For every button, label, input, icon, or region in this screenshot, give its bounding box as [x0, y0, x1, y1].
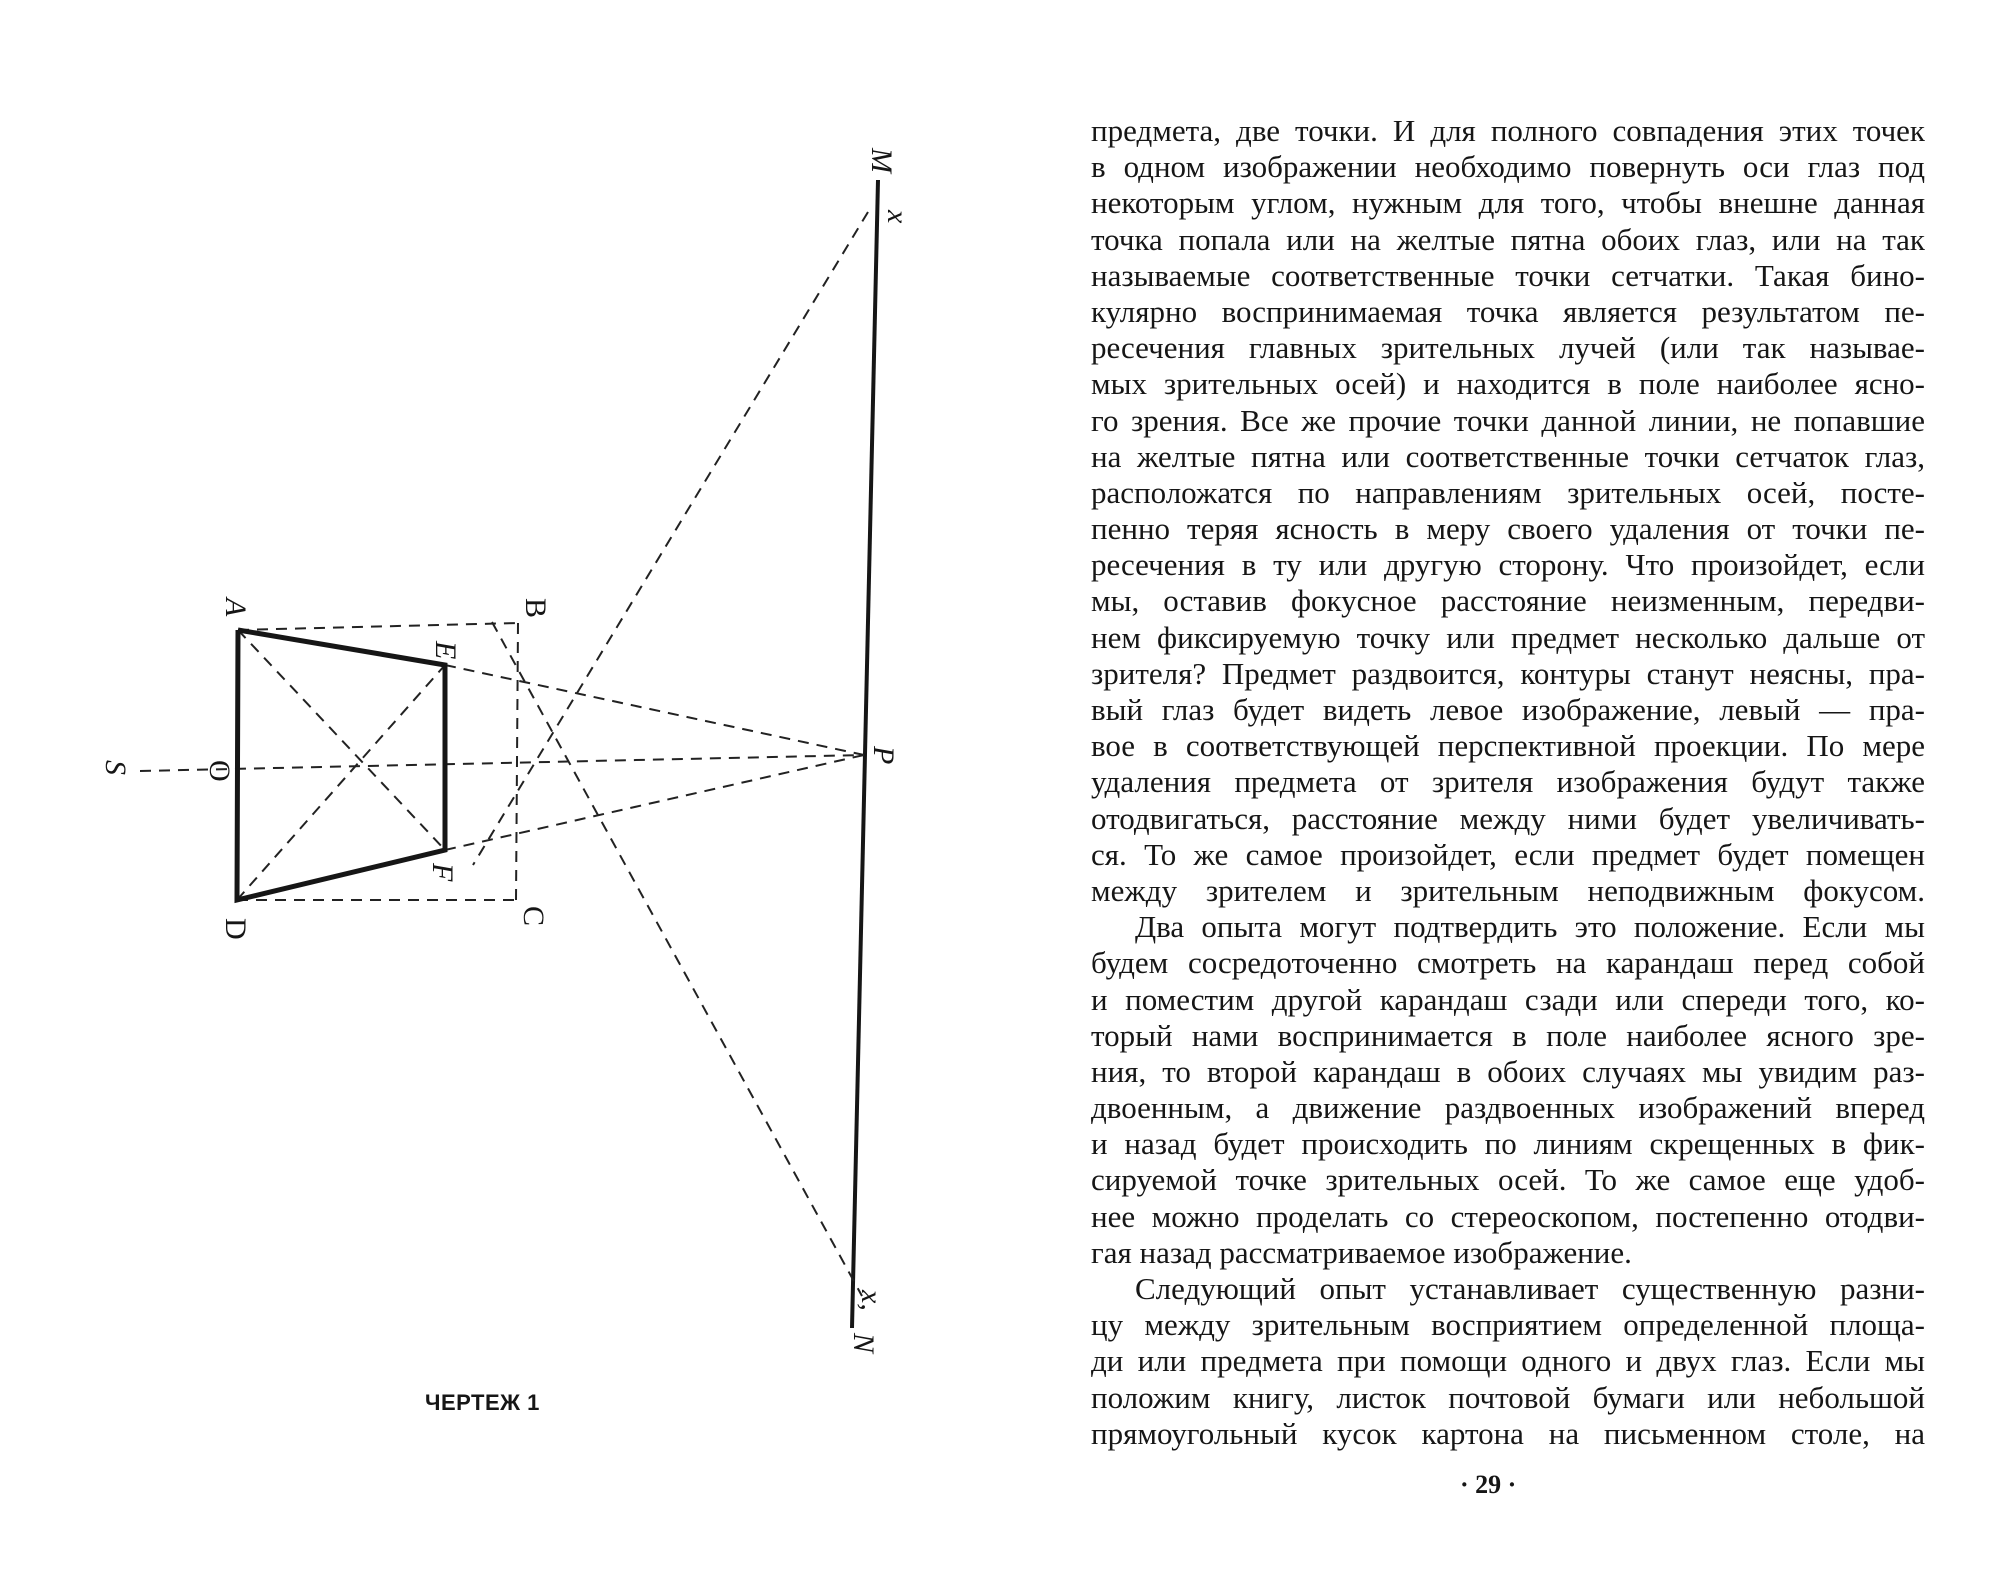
- text-line: мы, оставив фокусное расстояние неизменным, передви-: [1091, 583, 1925, 619]
- text-line: сируемой точке зрительных осей. То же самое еще удоб-: [1091, 1162, 1925, 1198]
- label-s: S: [99, 760, 132, 775]
- label-d: D: [219, 918, 252, 940]
- text-line: называемые соответственные точки сетчатки. Такая бино-: [1091, 257, 1925, 293]
- label-c: C: [517, 906, 550, 927]
- text-line: нее можно проделать со стереоскопом, постепенно отодви-: [1091, 1198, 1925, 1234]
- text-line: нем фиксируемую точку или предмет несколько дальше от: [1091, 619, 1925, 655]
- text-line: ния, то второй карандаш в обоих случаях мы увидим раз-: [1091, 1053, 1925, 1089]
- label-f: F: [426, 863, 459, 882]
- dashed-line-f-p: [445, 755, 864, 850]
- label-n: N: [847, 1333, 880, 1354]
- label-x1: x,: [855, 1290, 888, 1311]
- text-line: предмета, две точки. И для полного совпадения этих точек: [1091, 113, 1925, 148]
- text-line: вый глаз будет видеть левое изображение, левый — пра-: [1091, 692, 1925, 727]
- dashed-line-s-p: [140, 755, 864, 771]
- text-line: вое в соответствующей перспективной проекции. По мере: [1091, 728, 1925, 764]
- text-line: пенно теряя ясность в меру своего удаления от точки пе-: [1091, 511, 1925, 547]
- text-line: между зрителем и зрительным неподвижным фокусом.: [1091, 872, 1925, 908]
- dashed-line-e-p: [445, 665, 864, 755]
- label-x: x: [881, 210, 914, 224]
- text-line: двоенным, а движение раздвоенных изображений вперед: [1091, 1090, 1925, 1126]
- text-line: го зрения. Все же прочие точки данной линии, не попавшие: [1091, 402, 1925, 438]
- figure-caption: ЧЕРТЕЖ 1: [425, 1390, 540, 1415]
- text-line: расположатся по направлениям зрительных осей, посте-: [1091, 474, 1925, 510]
- label-e: E: [429, 641, 462, 660]
- text-line: ди или предмета при помощи одного и двух глаз. Если мы: [1091, 1343, 1925, 1379]
- dashed-line-x-c: [473, 212, 868, 865]
- label-b: B: [519, 598, 552, 619]
- text-line: Следующий опыт устанавливает существенную разни-: [1135, 1271, 1925, 1306]
- text-line: кулярно воспринимаемая точка является результатом пе-: [1091, 293, 1925, 329]
- text-line: и поместим другой карандаш сзади или спереди того, ко-: [1091, 981, 1925, 1017]
- text-line: гая назад рассматриваемое изображение.: [1091, 1234, 1632, 1270]
- text-line: будем сосредоточенно смотреть на карандаш перед собой: [1091, 945, 1925, 981]
- text-line: мых зрительных осей) и находится в поле наиболее ясно-: [1091, 366, 1925, 402]
- dashed-line-a-f: [238, 630, 445, 850]
- text-line: и назад будет происходить по линиям скрещенных в фик-: [1091, 1126, 1925, 1162]
- text-line: некоторым углом, нужным для того, чтобы внешне данная: [1091, 185, 1925, 221]
- text-line: ресечения главных зрительных лучей (или так называе-: [1091, 330, 1925, 366]
- text-line: точка попала или на желтые пятна обоих глаз, или на так: [1091, 221, 1925, 257]
- label-o: O: [203, 760, 236, 782]
- text-line: ся. То же самое произойдет, если предмет будет помещен: [1091, 836, 1925, 872]
- text-line: зрителя? Предмет раздвоится, контуры станут неясны, пра-: [1091, 655, 1925, 691]
- label-p: P: [867, 746, 900, 765]
- label-m: M: [865, 148, 898, 173]
- dashed-line-d-e: [237, 665, 445, 900]
- text-line: цу между зрительным восприятием определенной площа-: [1091, 1307, 1925, 1343]
- dashed-line-b-x1: [492, 622, 862, 1296]
- text-line: удаления предмета от зрителя изображения будут также: [1091, 764, 1925, 800]
- dashed-line-a-b: [238, 623, 518, 630]
- text-line: Два опыта могут подтвердить это положение. Если мы: [1135, 909, 1925, 945]
- text-line: в одном изображении необходимо повернуть оси глаз под: [1091, 149, 1925, 185]
- text-line: торый нами воспринимается в поле наиболее ясного зре-: [1091, 1017, 1925, 1053]
- text-line: на желтые пятна или соответственные точки сетчаток глаз,: [1091, 438, 1925, 474]
- page-number: · 29 ·: [1460, 1470, 1517, 1499]
- label-a: A: [219, 598, 252, 617]
- page-text: [1091, 113, 1925, 1452]
- text-line: ресечения в ту или другую сторону. Что произойдет, если: [1091, 547, 1925, 583]
- text-line: отодвигаться, расстояние между ними будет увеличивать-: [1091, 800, 1925, 836]
- text-line: положим книгу, листок почтовой бумаги или небольшой: [1091, 1379, 1925, 1415]
- text-line: прямоугольный кусок картона на письменном столе, на: [1091, 1415, 1925, 1451]
